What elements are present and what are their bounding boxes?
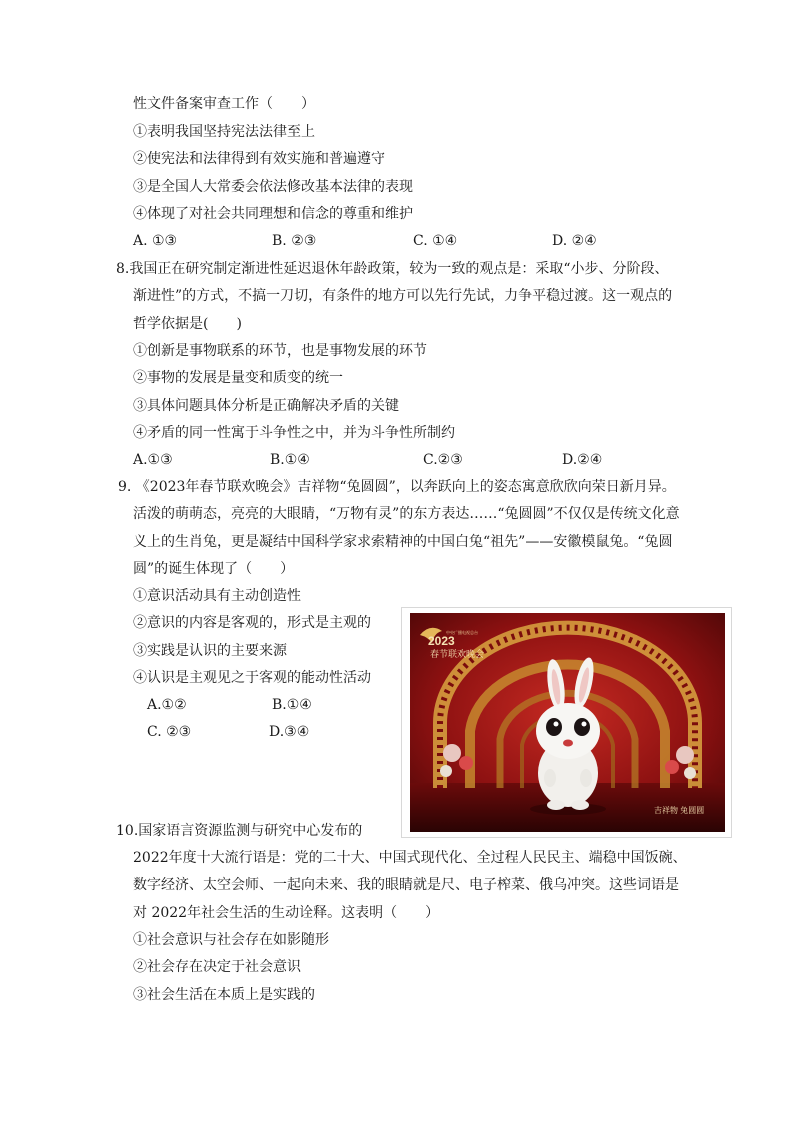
q10-stem-line-2: 2022年度十大流行语是：党的二十大、中国式现代化、全过程人民民主、端稳中国饭碗、 — [133, 850, 687, 866]
q9-option-a: A.①② — [147, 697, 187, 713]
q8-option-b: B.①④ — [270, 452, 310, 468]
q7-option-c: C. ①④ — [413, 233, 458, 249]
q7-item-3: ③是全国人大常委会依法修改基本法律的表现 — [133, 179, 413, 195]
q9-option-c: C. ②③ — [147, 724, 192, 740]
q8-option-d: D.②④ — [562, 452, 603, 468]
q9-stem-line-3: 义上的生肖兔，更是凝结中国科学家求索精神的中国白兔“祖先”——安徽模鼠兔。“兔圆 — [133, 534, 673, 550]
q8-item-2: ②事物的发展是量变和质变的统一 — [133, 370, 343, 386]
q9-stem-line-4: 圆”的诞生体现了（ ） — [133, 561, 295, 577]
q9-option-b: B.①④ — [272, 697, 312, 713]
q7-item-1: ①表明我国坚持宪法法律至上 — [133, 124, 315, 140]
q7-item-2: ②使宪法和法律得到有效实施和普遍遵守 — [133, 151, 385, 167]
q7-option-d: D. ②④ — [552, 233, 597, 249]
logo-small-text: 中央广播电视总台 — [446, 630, 478, 635]
q9-item-1: ①意识活动具有主动创造性 — [133, 588, 301, 604]
q7-option-a: A. ①③ — [133, 233, 178, 249]
q8-option-c: C.②③ — [423, 452, 463, 468]
mascot-photo — [401, 607, 732, 838]
q9-stem-line-1: 9. 《2023年春节联欢晚会》吉祥物“兔圆圆”，以奔跃向上的姿态寓意欣欣向荣日新月异。 — [118, 479, 676, 495]
q8-item-1: ①创新是事物联系的环节，也是事物发展的环节 — [133, 343, 427, 359]
mascot-illustration — [410, 613, 725, 832]
q8-stem-line-1: 8.我国正在研究制定渐进性延迟退休年龄政策，较为一致的观点是：采取“小步、分阶段、 — [116, 261, 669, 277]
q9-item-3: ③实践是认识的主要来源 — [133, 643, 287, 659]
q9-stem-line-2: 活泼的萌萌态，亮亮的大眼睛，“万物有灵”的东方表达……“兔圆圆”不仅仅是传统文化意 — [133, 506, 680, 522]
q9-item-4: ④认识是主观见之于客观的能动性活动 — [133, 670, 371, 686]
q8-option-a: A.①③ — [133, 452, 173, 468]
q9-item-2: ②意识的内容是客观的，形式是主观的 — [133, 615, 371, 631]
logo-year: 2023 — [428, 634, 455, 648]
q7-item-4: ④体现了对社会共同理想和信念的尊重和维护 — [133, 206, 413, 222]
q10-stem-line-3: 数字经济、太空会师、一起向未来、我的眼睛就是尺、电子榨菜、俄乌冲突。这些词语是 — [133, 877, 679, 893]
mascot-caption: 吉祥物 兔圆圆 — [654, 806, 705, 815]
q10-item-2: ②社会存在决定于社会意识 — [133, 959, 301, 975]
q7-stem: 性文件备案审查工作（ ） — [133, 96, 315, 112]
logo-title: 春节联欢晚会 — [430, 649, 485, 659]
q8-item-3: ③具体问题具体分析是正确解决矛盾的关键 — [133, 398, 399, 414]
q8-stem-line-2: 渐进性”的方式，不搞一刀切，有条件的地方可以先行先试，力争平稳过渡。这一观点的 — [133, 288, 673, 304]
q9-option-d: D.③④ — [269, 724, 310, 740]
q8-stem-line-3: 哲学依据是( ) — [133, 316, 242, 332]
q10-stem-line-1: 10.国家语言资源监测与研究中心发布的 — [116, 823, 363, 839]
q10-item-3: ③社会生活在本质上是实践的 — [133, 987, 315, 1003]
q8-item-4: ④矛盾的同一性寓于斗争性之中，并为斗争性所制约 — [133, 425, 455, 441]
q7-option-b: B. ②③ — [272, 233, 317, 249]
q10-stem-line-4: 对 2022年社会生活的生动诠释。这表明（ ） — [133, 905, 440, 921]
q10-item-1: ①社会意识与社会存在如影随形 — [133, 932, 329, 948]
